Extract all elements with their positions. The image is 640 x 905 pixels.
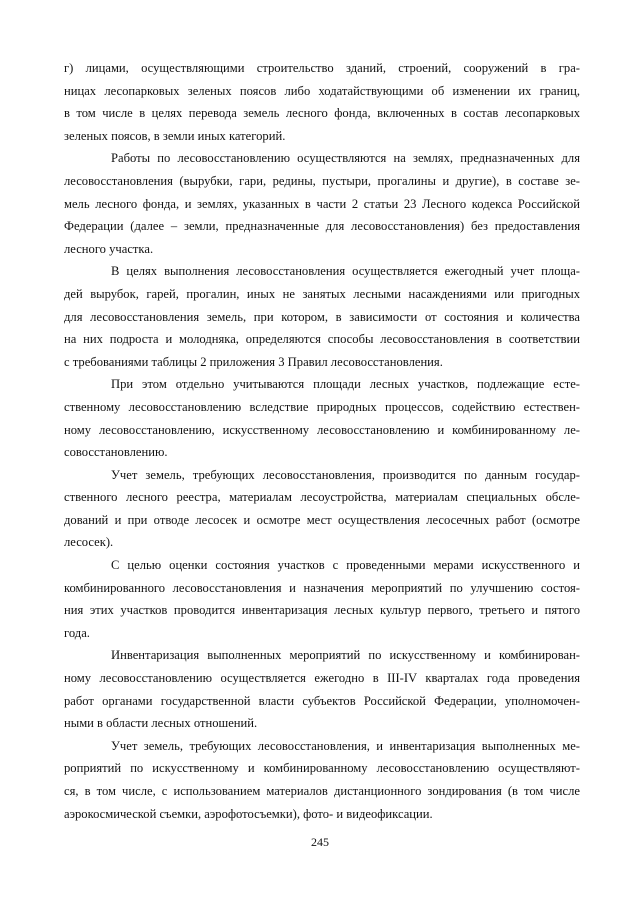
text-line: Учет земель, требующих лесовосстановления, и инвентаризация выполненных ме- <box>111 738 580 753</box>
text-line: ся, в том числе, с использованием материалов дистанционного зондирования (в том числе <box>64 784 580 798</box>
paragraph <box>64 373 580 463</box>
paragraph <box>64 644 580 734</box>
text-line: аэрокосмической съемки, аэрофотосъемки), фото- и видеофиксации. <box>64 806 433 821</box>
page-number: 245 <box>311 835 329 849</box>
text-line: ными в области лесных отношений. <box>64 716 258 731</box>
paragraph <box>64 260 580 373</box>
text-line: на них подроста и молодняка, определяются способы лесовосстановления в соответствии <box>64 332 580 347</box>
text-line: ственному лесовосстановлению вследствие природных процессов, содействию естествен- <box>64 399 580 414</box>
text-line: В целях выполнения лесовосстановления осуществляется ежегодный учет площа- <box>111 264 580 279</box>
text-line: дований и при отводе лесосек и осмотре мест осуществления лесосечных работ (осмотре <box>64 512 580 527</box>
text-line: Федерации (далее – земли, предназначенные для лесовосстановления) без предоставления <box>64 219 580 234</box>
text-line: совосстановлению. <box>64 445 168 460</box>
text-line: комбинированного лесовосстановления и назначения мероприятий по улучшению состоя- <box>64 580 580 595</box>
text-line: Учет земель, требующих лесовосстановления, производится по данным государ- <box>111 467 580 482</box>
text-line: ния этих участков проводится инвентаризация лесных культур первого, третьего и пятого <box>64 603 580 618</box>
text-line: Инвентаризация выполненных мероприятий по искусственному и комбинирован- <box>111 648 580 663</box>
text-line: мель лесного фонда, и землях, указанных в части 2 статьи 23 Лесного кодекса Российской <box>64 196 580 211</box>
text-line: роприятий по искусственному и комбинированному лесовосстановлению осуществляют- <box>64 761 580 776</box>
text-line: дей вырубок, гарей, прогалин, иных не занятых лесными насаждениями или пригодных <box>64 286 580 301</box>
text-line: Работы по лесовосстановлению осуществляются на землях, предназначенных для <box>111 151 580 166</box>
text-line: С целью оценки состояния участков с проведенными мерами искусственного и <box>111 558 580 573</box>
text-line: года. <box>64 625 90 640</box>
text-line: для лесовосстановления земель, при котором, в зависимости от состояния и количества <box>64 309 580 324</box>
paragraph <box>64 554 580 644</box>
text-line: лесного участка. <box>64 241 154 256</box>
text-line: зеленых поясов, в земли иных категорий. <box>64 128 286 143</box>
paragraph <box>64 147 580 260</box>
body-text <box>64 57 580 825</box>
paragraph <box>64 464 580 554</box>
text-line: лесовосстановления (вырубки, гари, редины, пустыри, прогалины и другие), в составе зе- <box>64 173 580 188</box>
text-line: При этом отдельно учитываются площади лесных участков, подлежащие есте- <box>111 377 580 392</box>
text-line: работ органами государственной власти субъектов Российской Федерации, уполномочен- <box>64 693 580 708</box>
text-line: лесосек). <box>64 535 114 550</box>
text-line: ницах лесопарковых зеленых поясов либо ходатайствующими об изменении их границ, <box>64 83 580 98</box>
text-line: ственного лесного реестра, материалам лесоустройства, материалам специальных обсле- <box>64 490 580 505</box>
text-line: с требованиями таблицы 2 приложения 3 Правил лесовосстановления. <box>64 354 443 369</box>
text-line: ному лесовосстановлению осуществляется ежегодно в III-IV кварталах года проведения <box>64 671 580 686</box>
paragraph <box>64 57 580 147</box>
text-line: в том числе в целях перевода земель лесного фонда, включенных в состав лесопарковых <box>64 106 580 121</box>
paragraph <box>64 735 580 825</box>
text-line: ному лесовосстановлению, искусственному лесовосстановлению и комбинированному ле- <box>64 422 580 437</box>
text-line: г) лицами, осуществляющими строительство зданий, строений, сооружений в гра- <box>64 61 580 75</box>
